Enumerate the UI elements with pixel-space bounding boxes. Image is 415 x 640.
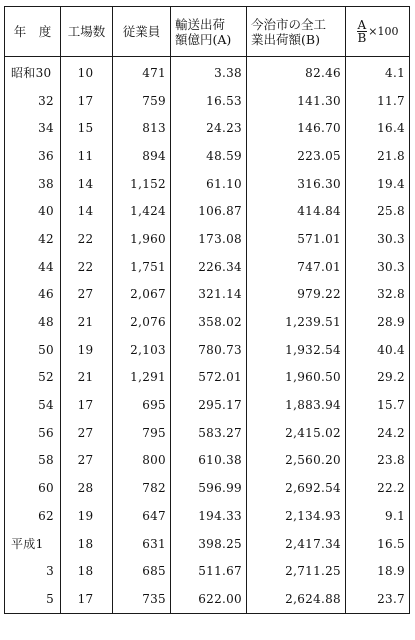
cell-shipment-a: 106.87 (171, 197, 247, 225)
cell-imabari-b: 223.05 (247, 142, 346, 170)
cell-ratio: 4.1 (346, 57, 410, 87)
cell-shipment-a: 173.08 (171, 225, 247, 253)
cell-ratio: 25.8 (346, 197, 410, 225)
cell-ratio: 30.3 (346, 225, 410, 253)
cell-ratio: 23.7 (346, 585, 410, 613)
table-row (5, 197, 410, 225)
table-row (5, 474, 410, 502)
cell-imabari-b: 316.30 (247, 170, 346, 198)
cell-shipment-a: 780.73 (171, 336, 247, 364)
cell-employees: 647 (113, 502, 171, 530)
cell-factories: 19 (61, 502, 113, 530)
cell-employees: 1,291 (113, 364, 171, 392)
cell-shipment-a: 572.01 (171, 364, 247, 392)
cell-factories: 28 (61, 474, 113, 502)
cell-ratio: 30.3 (346, 253, 410, 281)
cell-ratio: 16.5 (346, 530, 410, 558)
cell-factories: 11 (61, 142, 113, 170)
cell-imabari-b: 82.46 (247, 57, 346, 87)
cell-imabari-b: 2,134.93 (247, 502, 346, 530)
cell-imabari-b: 979.22 (247, 281, 346, 309)
cell-year: 52 (38, 370, 54, 385)
cell-year: 38 (38, 176, 54, 191)
cell-ratio: 28.9 (346, 308, 410, 336)
cell-imabari-b: 1,239.51 (247, 308, 346, 336)
table-row (5, 253, 410, 281)
cell-year: 32 (38, 93, 54, 108)
cell-imabari-b: 2,415.02 (247, 419, 346, 447)
cell-year: 5 (46, 591, 54, 606)
cell-imabari-b: 146.70 (247, 114, 346, 142)
cell-year: 62 (38, 508, 54, 523)
cell-factories: 21 (61, 364, 113, 392)
cell-shipment-a: 358.02 (171, 308, 247, 336)
cell-factories: 14 (61, 170, 113, 198)
cell-ratio: 11.7 (346, 87, 410, 115)
header-year: 年 度 (5, 7, 61, 57)
table-row (5, 281, 410, 309)
cell-ratio: 23.8 (346, 447, 410, 475)
cell-ratio: 24.2 (346, 419, 410, 447)
cell-ratio: 21.8 (346, 142, 410, 170)
cell-imabari-b: 747.01 (247, 253, 346, 281)
table-row (5, 308, 410, 336)
header-shipment-a-line1: 輸送出荷 (175, 16, 226, 32)
header-shipment-a (171, 7, 247, 57)
cell-employees: 894 (113, 142, 171, 170)
cell-shipment-a: 610.38 (171, 447, 247, 475)
cell-employees: 2,103 (113, 336, 171, 364)
cell-factories: 10 (61, 57, 113, 87)
cell-imabari-b: 1,932.54 (247, 336, 346, 364)
cell-imabari-b: 571.01 (247, 225, 346, 253)
cell-factories: 18 (61, 557, 113, 585)
table-row (5, 170, 410, 198)
cell-year: 平成1 (11, 537, 44, 552)
cell-factories: 17 (61, 391, 113, 419)
header-imabari-b-line1: 今治市の全工 (251, 16, 327, 32)
cell-factories: 17 (61, 585, 113, 613)
cell-factories: 14 (61, 197, 113, 225)
cell-employees: 695 (113, 391, 171, 419)
cell-ratio: 19.4 (346, 170, 410, 198)
cell-employees: 1,960 (113, 225, 171, 253)
cell-employees: 2,076 (113, 308, 171, 336)
header-row (5, 7, 410, 57)
cell-factories: 19 (61, 336, 113, 364)
table-row (5, 530, 410, 558)
cell-shipment-a: 295.17 (171, 391, 247, 419)
cell-year: 50 (38, 342, 54, 357)
cell-year: 46 (38, 287, 54, 302)
cell-shipment-a: 226.34 (171, 253, 247, 281)
ratio-numerator: A (357, 18, 367, 32)
cell-year: 48 (38, 315, 54, 330)
header-imabari-b-line2: 業出荷額(B) (251, 31, 320, 47)
table-row (5, 114, 410, 142)
cell-ratio: 15.7 (346, 391, 410, 419)
shipbuilding-statistics-table (4, 6, 410, 614)
cell-year: 40 (38, 204, 54, 219)
cell-employees: 2,067 (113, 281, 171, 309)
cell-ratio: 32.8 (346, 281, 410, 309)
cell-employees: 759 (113, 87, 171, 115)
table-row (5, 57, 410, 87)
cell-shipment-a: 511.67 (171, 557, 247, 585)
cell-imabari-b: 1,883.94 (247, 391, 346, 419)
cell-year: 3 (46, 564, 54, 579)
cell-employees: 1,152 (113, 170, 171, 198)
cell-shipment-a: 622.00 (171, 585, 247, 613)
ratio-denominator: B (357, 31, 367, 45)
table-row (5, 419, 410, 447)
cell-ratio: 40.4 (346, 336, 410, 364)
cell-imabari-b: 1,960.50 (247, 364, 346, 392)
table-row (5, 557, 410, 585)
cell-year: 36 (38, 148, 54, 163)
table-row (5, 87, 410, 115)
cell-shipment-a: 398.25 (171, 530, 247, 558)
cell-year: 58 (38, 453, 54, 468)
table-row (5, 585, 410, 613)
cell-factories: 18 (61, 530, 113, 558)
header-employees: 従業員 (113, 7, 171, 57)
cell-imabari-b: 2,624.88 (247, 585, 346, 613)
cell-employees: 1,424 (113, 197, 171, 225)
cell-year: 54 (38, 398, 54, 413)
cell-employees: 800 (113, 447, 171, 475)
cell-year: 42 (38, 231, 54, 246)
table-row (5, 364, 410, 392)
cell-ratio: 29.2 (346, 364, 410, 392)
table-row (5, 142, 410, 170)
cell-imabari-b: 414.84 (247, 197, 346, 225)
cell-employees: 813 (113, 114, 171, 142)
cell-employees: 795 (113, 419, 171, 447)
cell-factories: 21 (61, 308, 113, 336)
cell-year: 34 (38, 121, 54, 136)
cell-factories: 27 (61, 281, 113, 309)
cell-year: 昭和30 (11, 66, 52, 81)
cell-employees: 631 (113, 530, 171, 558)
ratio-fraction (356, 19, 367, 44)
cell-factories: 22 (61, 253, 113, 281)
cell-ratio: 22.2 (346, 474, 410, 502)
cell-shipment-a: 61.10 (171, 170, 247, 198)
cell-employees: 685 (113, 557, 171, 585)
table-body (5, 57, 410, 614)
cell-factories: 27 (61, 447, 113, 475)
cell-imabari-b: 141.30 (247, 87, 346, 115)
cell-ratio: 18.9 (346, 557, 410, 585)
header-factories: 工場数 (61, 7, 113, 57)
cell-shipment-a: 321.14 (171, 281, 247, 309)
table-row (5, 225, 410, 253)
cell-factories: 17 (61, 87, 113, 115)
cell-shipment-a: 596.99 (171, 474, 247, 502)
cell-shipment-a: 194.33 (171, 502, 247, 530)
cell-imabari-b: 2,692.54 (247, 474, 346, 502)
cell-factories: 15 (61, 114, 113, 142)
table-row (5, 391, 410, 419)
header-shipment-a-line2: 額億円(A) (175, 31, 232, 47)
table-row (5, 447, 410, 475)
cell-year: 56 (38, 425, 54, 440)
cell-shipment-a: 16.53 (171, 87, 247, 115)
cell-shipment-a: 48.59 (171, 142, 247, 170)
cell-shipment-a: 3.38 (171, 57, 247, 87)
cell-factories: 27 (61, 419, 113, 447)
cell-employees: 782 (113, 474, 171, 502)
cell-ratio: 9.1 (346, 502, 410, 530)
cell-shipment-a: 24.23 (171, 114, 247, 142)
table-row (5, 502, 410, 530)
cell-imabari-b: 2,711.25 (247, 557, 346, 585)
header-ratio (346, 7, 410, 57)
cell-imabari-b: 2,560.20 (247, 447, 346, 475)
cell-year: 44 (38, 259, 54, 274)
table-row (5, 336, 410, 364)
cell-employees: 1,751 (113, 253, 171, 281)
cell-employees: 735 (113, 585, 171, 613)
cell-employees: 471 (113, 57, 171, 87)
header-imabari-b (247, 7, 346, 57)
cell-year: 60 (38, 481, 54, 496)
cell-ratio: 16.4 (346, 114, 410, 142)
cell-imabari-b: 2,417.34 (247, 530, 346, 558)
ratio-multiplier: ×100 (368, 25, 399, 38)
cell-factories: 22 (61, 225, 113, 253)
cell-shipment-a: 583.27 (171, 419, 247, 447)
